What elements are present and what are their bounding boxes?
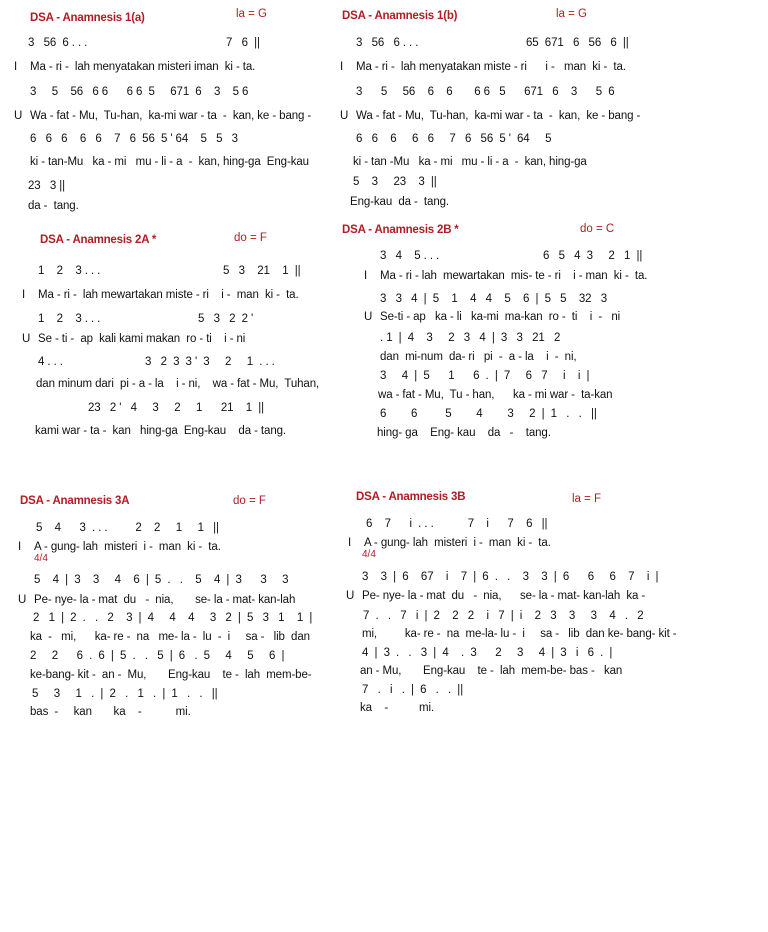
notation-line: 3 5 56 6 6 6 6 5 671 6 3 5 6 bbox=[356, 86, 615, 98]
anamnesis-1b-title: DSA - Anamnesis 1(b) bbox=[342, 10, 458, 22]
notation-line: 3 5 56 6 6 6 6 5 671 6 3 5 6 bbox=[30, 86, 249, 98]
notation-line: . 1 | 4 3 2 3 4 | 3 3 21 2 bbox=[380, 332, 561, 344]
anamnesis-1b-key: la = G bbox=[556, 8, 588, 20]
lyric-line: ka - mi, ka- re - na me- la - lu - i sa - lib dan bbox=[30, 631, 310, 643]
lyric-line: Pe- nye- la - mat du - nia, se- la - mat- kan-lah bbox=[34, 594, 296, 606]
lyric-line: Ma - ri - lah mewartakan mis- te - ri i - man ki - ta. bbox=[380, 270, 648, 282]
notation-line: 3 4 | 5 1 6 . | 7 6 7 i i | bbox=[380, 370, 590, 382]
anamnesis-1a-key: la = G bbox=[236, 8, 268, 20]
notation-line: 5 4 | 3 3 4 6 | 5 . . 5 4 | 3 3 3 bbox=[34, 574, 289, 586]
notation-line: 6 6 5 4 3 2 | 1 . . || bbox=[380, 408, 597, 420]
lyric-line: A - gung- lah misteri i - man ki - ta. bbox=[364, 537, 551, 549]
lyric-line: Se-ti - ap ka - li ka-mi ma-kan ro - ti i - ni bbox=[380, 311, 621, 323]
notation-line: 6 6 6 6 6 7 6 56 5 ' 64 5 5 3 bbox=[30, 133, 238, 145]
notation-line: 4 . . . bbox=[38, 356, 63, 368]
anamnesis-1a-title: DSA - Anamnesis 1(a) bbox=[30, 12, 145, 24]
notation-line: 4 | 3 . . 3 | 4 . 3 2 3 4 | 3 i 6 . | bbox=[362, 647, 613, 659]
notation-line: 23 2 ' 4 3 2 1 21 1 || bbox=[88, 402, 265, 414]
lyric-line: Ma - ri - lah menyatakan misteri iman ki - ta. bbox=[30, 61, 256, 73]
voice-label: I bbox=[18, 541, 22, 553]
voice-label: I bbox=[340, 61, 344, 73]
notation-line: 23 3 || bbox=[28, 180, 66, 192]
lyric-line: Ma - ri - lah mewartakan miste - ri i - man ki - ta. bbox=[38, 289, 299, 301]
lyric-line: ka - mi. bbox=[360, 702, 435, 714]
voice-label: U bbox=[18, 594, 27, 606]
lyric-line: dan mi-num da- ri pi - a - la i - ni, bbox=[380, 351, 577, 363]
lyric-line: A - gung- lah misteri i - man ki - ta. bbox=[34, 541, 221, 553]
notation-line: 3 3 4 | 5 1 4 4 5 6 | 5 5 32 3 bbox=[380, 293, 608, 305]
anamnesis-3a-key: do = F bbox=[233, 495, 266, 507]
lyric-line: dan minum dari pi - a - la i - ni, wa - fat - Mu, Tuhan, bbox=[36, 378, 320, 390]
anamnesis-2a-key: do = F bbox=[234, 232, 267, 244]
notation-line: 2 1 | 2 . . 2 3 | 4 4 4 3 2 | 5 3 1 1 | bbox=[33, 612, 313, 624]
notation-line: 3 56 6 . . . bbox=[356, 37, 419, 49]
voice-label: U bbox=[340, 110, 349, 122]
lyric-line: da - tang. bbox=[28, 200, 79, 212]
voice-label: U bbox=[364, 311, 373, 323]
lyric-line: Eng-kau da - tang. bbox=[350, 196, 450, 208]
time-signature: 4/4 bbox=[362, 549, 376, 560]
lyric-line: Wa - fat - Mu, Tu-han, ka-mi war - ta - kan, ke - bang - bbox=[30, 110, 312, 122]
lyric-line: bas - kan ka - mi. bbox=[30, 706, 191, 718]
lyric-line: ki - tan-Mu ka - mi mu - li - a - kan, hing-ga Eng-kau bbox=[30, 156, 309, 168]
lyric-line: ki - tan -Mu ka - mi mu - li - a - kan, hing-ga bbox=[353, 156, 587, 168]
notation-line: 6 6 6 6 6 7 6 56 5 ' 64 5 bbox=[356, 133, 552, 145]
lyric-line: Pe- nye- la - mat du - nia, se- la - mat- kan-lah ka - bbox=[362, 590, 646, 602]
voice-label: I bbox=[22, 289, 26, 301]
notation-line: 7 . i . | 6 . . || bbox=[362, 684, 464, 696]
notation-line: 6 7 i . . . 7 i 7 6 || bbox=[366, 518, 548, 530]
notation-line: 1 2 3 . . . bbox=[38, 313, 101, 325]
notation-line: 3 2 3 3 ' 3 2 1 . . . bbox=[145, 356, 275, 368]
anamnesis-3b-title: DSA - Anamnesis 3B bbox=[356, 491, 466, 503]
voice-label: U bbox=[14, 110, 23, 122]
notation-line: 5 3 1 . | 2 . 1 . | 1 . . || bbox=[32, 688, 218, 700]
notation-line: 65 671 6 56 6 || bbox=[526, 37, 629, 49]
anamnesis-3b-key: la = F bbox=[572, 493, 602, 505]
lyric-line: Wa - fat - Mu, Tu-han, ka-mi war - ta - kan, ke - bang - bbox=[356, 110, 641, 122]
notation-line: 3 4 5 . . . bbox=[380, 250, 440, 262]
lyric-line: Se - ti - ap kali kami makan ro - ti i - ni bbox=[38, 333, 246, 345]
notation-line: 3 56 6 . . . bbox=[28, 37, 88, 49]
time-signature: 4/4 bbox=[34, 553, 48, 564]
voice-label: I bbox=[348, 537, 352, 549]
notation-line: 7 6 || bbox=[226, 37, 260, 49]
lyric-line: mi, ka- re - na me-la- lu - i sa - lib dan ke- bang- kit - bbox=[362, 628, 677, 640]
notation-line: 6 5 4 3 2 1 || bbox=[543, 250, 643, 262]
anamnesis-2a-title: DSA - Anamnesis 2A * bbox=[40, 234, 157, 246]
anamnesis-2b-title: DSA - Anamnesis 2B * bbox=[342, 224, 459, 236]
voice-label: I bbox=[14, 61, 18, 73]
anamnesis-2b-key: do = C bbox=[580, 223, 615, 235]
lyric-line: hing- ga Eng- kau da - tang. bbox=[377, 427, 551, 439]
voice-label: U bbox=[22, 333, 31, 345]
anamnesis-3a-title: DSA - Anamnesis 3A bbox=[20, 495, 130, 507]
lyric-line: wa - fat - Mu, Tu - han, ka - mi war - ta-kan bbox=[378, 389, 613, 401]
lyric-line: Ma - ri - lah menyatakan miste - ri i - man ki - ta. bbox=[356, 61, 626, 73]
notation-line: 1 2 3 . . . bbox=[38, 265, 101, 277]
notation-line: 3 3 | 6 67 i 7 | 6 . . 3 3 | 6 6 6 7 i | bbox=[362, 571, 659, 583]
lyric-line: ke-bang- kit - an - Mu, Eng-kau te - lah mem-be- bbox=[30, 669, 312, 681]
notation-line: 5 3 23 3 || bbox=[353, 176, 437, 188]
lyric-line: kami war - ta - kan hing-ga Eng-kau da - tang. bbox=[35, 425, 287, 437]
lyric-line: an - Mu, Eng-kau te - lah mem-be- bas - kan bbox=[360, 665, 623, 677]
voice-label: I bbox=[364, 270, 368, 282]
notation-line: 5 3 21 1 || bbox=[223, 265, 301, 277]
notation-line: 5 4 3 . . . 2 2 1 1 || bbox=[36, 522, 219, 534]
voice-label: U bbox=[346, 590, 355, 602]
notation-line: 7 . . 7 i | 2 2 2 i 7 | i 2 3 3 3 4 . 2 bbox=[363, 610, 644, 622]
notation-line: 5 3 2 2 ' bbox=[198, 313, 254, 325]
notation-line: 2 2 6 . 6 | 5 . . 5 | 6 . 5 4 5 6 | bbox=[30, 650, 285, 662]
